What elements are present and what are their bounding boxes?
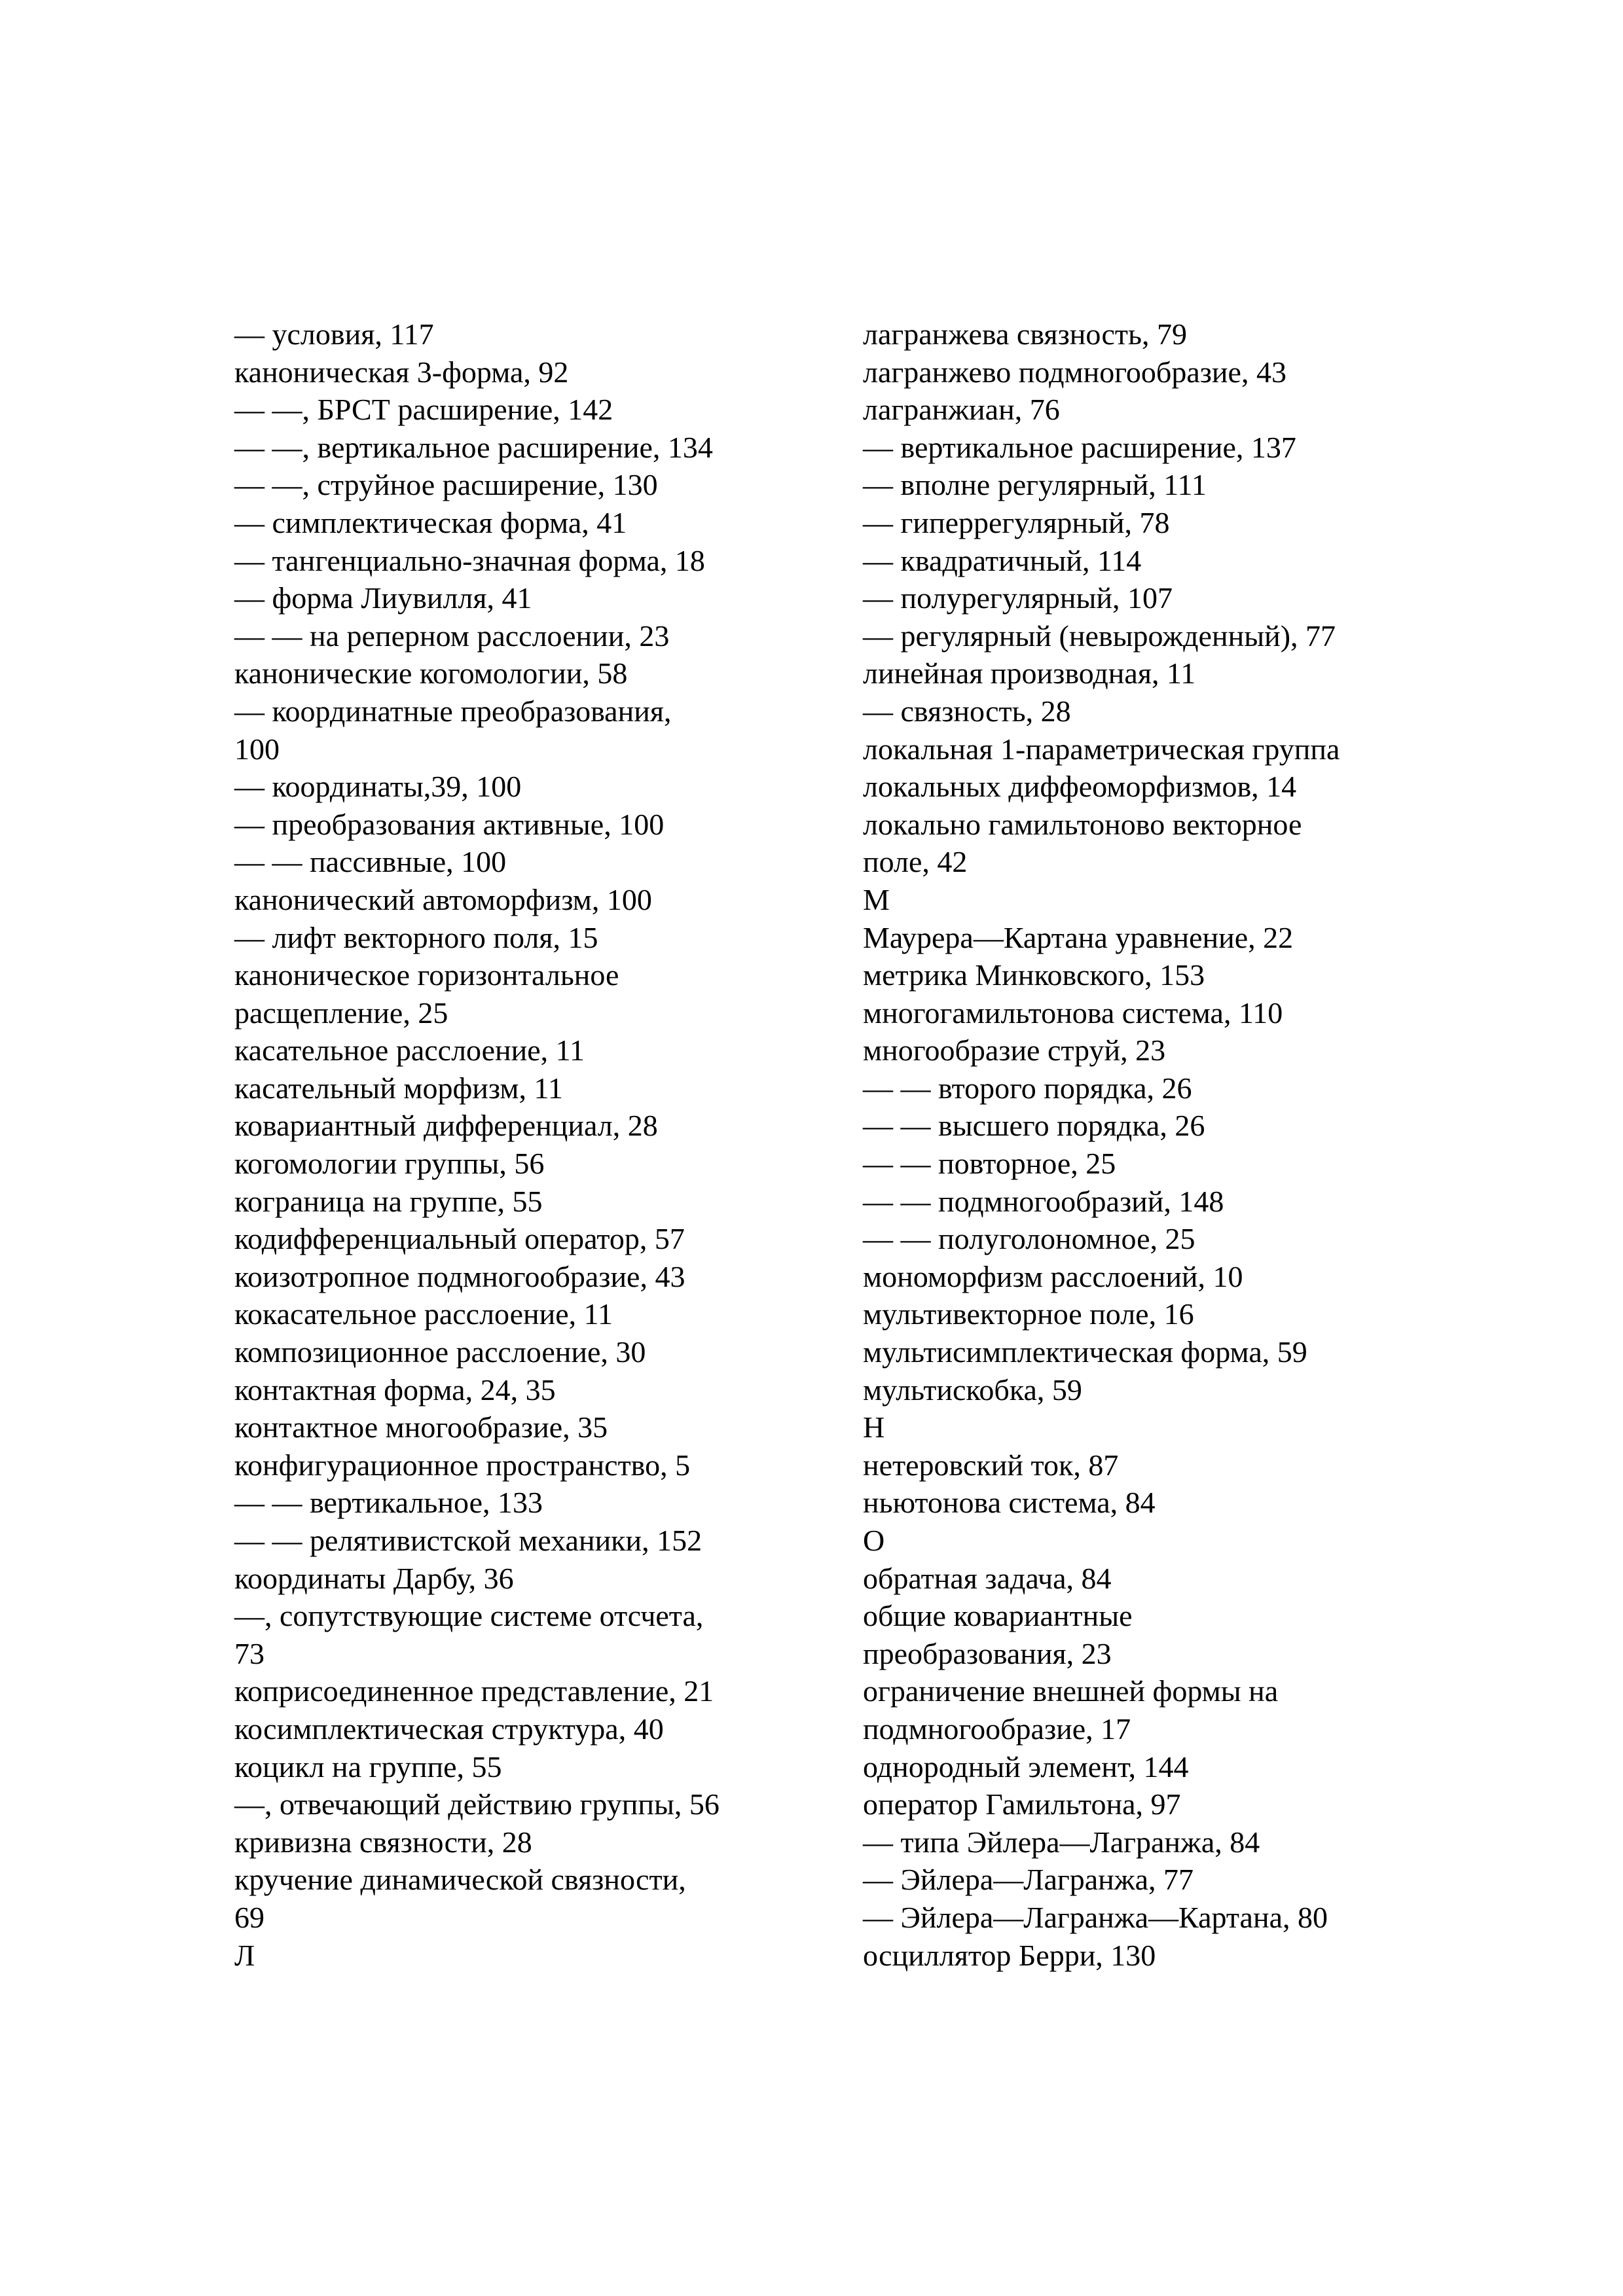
index-entry: нетеровский ток, 87 [863,1448,1119,1482]
index-entry: — — второго порядка, 26 [863,1071,1192,1105]
index-entry: М [863,882,890,916]
index-entry: локально гамильтоново векторное [863,807,1302,841]
index-entry: — —, БРСТ расширение, 142 [234,393,613,427]
index-entry: — тангенциально-значная форма, 18 [234,543,705,577]
index-entry: — — повторное, 25 [863,1147,1116,1181]
index-entry: мономорфизм расслоений, 10 [863,1259,1243,1293]
index-entry: однородный элемент, 144 [863,1749,1189,1784]
index-entry: — симплектическая форма, 41 [234,505,627,539]
index-entry: когомологии группы, 56 [234,1147,545,1181]
index-entry: — условия, 117 [234,317,434,351]
index-entry: касательный морфизм, 11 [234,1071,563,1105]
index-entry: поле, 42 [863,845,968,879]
index-entry: кодифференциальный оператор, 57 [234,1222,685,1256]
index-entry: 69 [234,1900,264,1934]
index-entry: многогамильтонова система, 110 [863,996,1283,1030]
index-entry: — связность, 28 [863,694,1071,728]
index-entry: контактное многообразие, 35 [234,1410,608,1444]
index-entry: ньютонова система, 84 [863,1486,1156,1520]
index-entry: линейная производная, 11 [863,656,1196,691]
index-entry: кокасательное расслоение, 11 [234,1297,613,1331]
index-entry: обратная задача, 84 [863,1561,1112,1595]
index-entry: подмногообразие, 17 [863,1712,1131,1746]
index-entry: коизотропное подмногообразие, 43 [234,1259,685,1293]
index-entry: коприсоединенное представление, 21 [234,1674,714,1708]
index-entry: — вертикальное расширение, 137 [863,430,1296,464]
index-entry: Маурера—Картана уравнение, 22 [863,920,1294,954]
index-entry: ковариантный дифференциал, 28 [234,1109,658,1143]
index-entry: О [863,1524,885,1557]
index-entry: ограничение внешней формы на [863,1674,1279,1708]
index-entry: Н [863,1410,885,1444]
index-entry: конфигурационное пространство, 5 [234,1448,691,1482]
index-entry: кограница на группе, 55 [234,1184,543,1218]
index-entry: мультискобка, 59 [863,1372,1082,1407]
index-entry: — — релятивистской механики, 152 [234,1524,702,1557]
index-entry: расщепление, 25 [234,996,448,1030]
index-entry: канонический автоморфизм, 100 [234,882,652,916]
index-entry: осциллятор Берри, 130 [863,1938,1156,1972]
index-entry: Л [234,1938,255,1972]
index-entry: координаты Дарбу, 36 [234,1561,514,1595]
index-entry: общие ковариантные [863,1599,1133,1633]
index-entry: — преобразования активные, 100 [234,807,665,841]
index-entry: — гиперрегулярный, 78 [863,505,1170,539]
index-entry: — — полуголономное, 25 [863,1222,1195,1256]
index-entry: — координатные преобразования, [234,694,672,728]
index-entry: —, отвечающий действию группы, 56 [234,1787,720,1821]
index-entry: мультивекторное поле, 16 [863,1297,1194,1331]
index-entry: касательное расслоение, 11 [234,1033,585,1067]
index-entry: лагранжева связность, 79 [863,317,1188,351]
index-right-column [863,315,1439,1974]
index-entry: — лифт векторного поля, 15 [234,920,598,954]
index-entry: — регулярный (невырожденный), 77 [863,619,1336,653]
index-entry: 100 [234,732,280,766]
index-entry: — типа Эйлера—Лагранжа, 84 [863,1825,1260,1859]
index-entry: косимплектическая структура, 40 [234,1712,664,1746]
index-entry: — —, струйное расширение, 130 [234,468,658,502]
index-entry: локальная 1-параметрическая группа [863,732,1340,766]
index-entry: —, сопутствующие системе отсчета, [234,1599,704,1633]
index-left-column [234,315,830,1974]
index-entry: контактная форма, 24, 35 [234,1372,556,1407]
index-entry: — — на реперном расслоении, 23 [234,619,670,653]
index-entry: кривизна связности, 28 [234,1825,532,1859]
index-entry: 73 [234,1636,264,1670]
index-entry: преобразования, 23 [863,1636,1112,1670]
index-entry: — — подмногообразий, 148 [863,1184,1224,1218]
index-entry: — вполне регулярный, 111 [863,468,1207,502]
index-entry: лагранжево подмногообразие, 43 [863,355,1286,389]
index-entry: лагранжиан, 76 [863,393,1060,427]
index-entry: канонические когомологии, 58 [234,656,628,691]
index-entry: каноническая 3-форма, 92 [234,355,569,389]
index-entry: оператор Гамильтона, 97 [863,1787,1181,1821]
index-entry: — — вертикальное, 133 [234,1486,543,1520]
index-entry: — Эйлера—Лагранжа, 77 [863,1863,1194,1897]
index-entry: — форма Лиувилля, 41 [234,581,532,615]
index-entry: — координаты,39, 100 [234,770,522,804]
index-entry: — квадратичный, 114 [863,543,1142,577]
index-entry: кручение динамической связности, [234,1863,686,1897]
index-entry: — полурегулярный, 107 [863,581,1173,615]
index-entry: каноническое горизонтальное [234,958,619,992]
index-entry: локальных диффеоморфизмов, 14 [863,770,1297,804]
index-entry: мультисимплектическая форма, 59 [863,1335,1307,1369]
index-entry: метрика Минковского, 153 [863,958,1205,992]
index-entry: многообразие струй, 23 [863,1033,1166,1067]
index-entry: — Эйлера—Лагранжа—Картана, 80 [863,1900,1328,1934]
index-entry: композиционное расслоение, 30 [234,1335,646,1369]
index-entry: — —, вертикальное расширение, 134 [234,430,713,464]
index-entry: — — пассивные, 100 [234,845,507,879]
index-entry: — — высшего порядка, 26 [863,1109,1205,1143]
index-entry: коцикл на группе, 55 [234,1749,502,1784]
